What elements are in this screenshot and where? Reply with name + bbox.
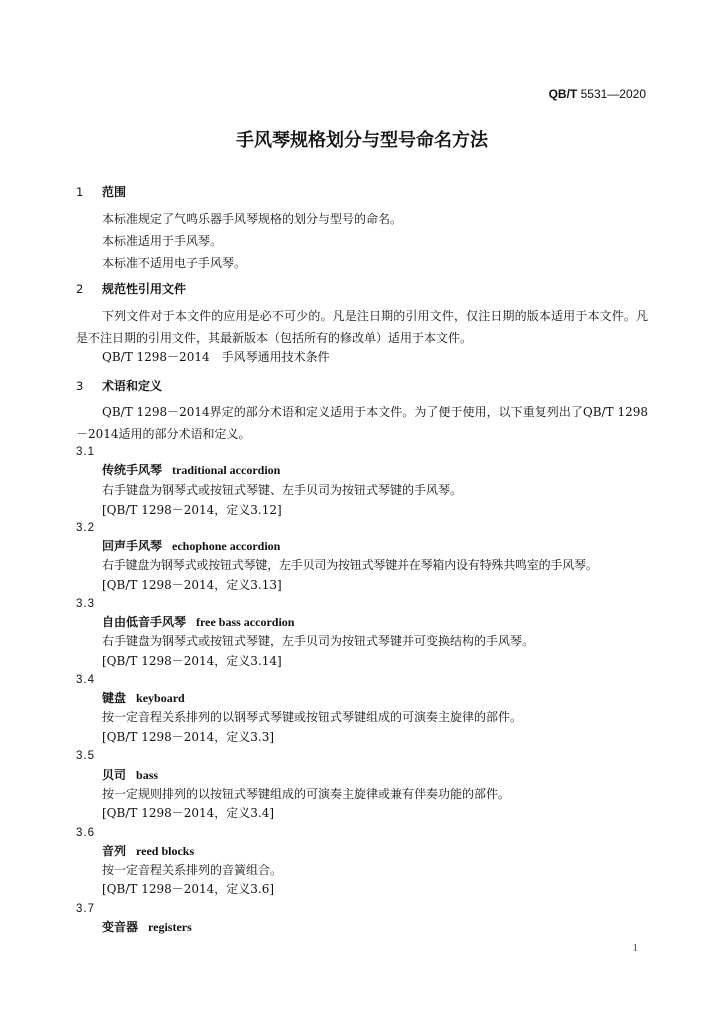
section-1-line-1: 本标准规定了气鸣乐器手风琴规格的划分与型号的命名。 (102, 212, 403, 226)
term-heading (102, 843, 194, 859)
term-definition: 右手键盘为钢琴式或按钮式琴键、左手贝司为按钮式琴键的手风琴。 (102, 483, 463, 497)
term-chinese: 自由低音手风琴 (102, 615, 187, 629)
term-english: registers (148, 920, 192, 934)
section-3-number: 3 (76, 379, 84, 393)
term-heading (102, 462, 280, 478)
term-english: traditional accordion (172, 463, 281, 477)
term-source: [QB/T 1298－2014，定义3.12] (102, 503, 282, 517)
page-number: 1 (632, 942, 638, 954)
section-3-title: 术语和定义 (102, 379, 163, 393)
standard-prefix: QB/T (548, 87, 578, 101)
section-1-number: 1 (76, 185, 84, 199)
section-3-paragraph: QB/T 1298－2014界定的部分术语和定义适用于本文件。为了便于使用，以下重复列出了QB/T 1298－2014适用的部分术语和定义。 (76, 405, 648, 441)
term-number: 3.7 (76, 903, 95, 915)
document-title: 手风琴规格划分与型号命名方法 (236, 130, 488, 151)
term-number: 3.3 (76, 598, 95, 610)
term-chinese: 传统手风琴 (102, 463, 163, 477)
term-definition: 按一定音程关系排列的以钢琴式琴键或按钮式琴键组成的可演奏主旋律的部件。 (102, 710, 523, 724)
term-english: keyboard (136, 691, 185, 705)
section-1-line-3: 本标准不适用电子手风琴。 (102, 256, 247, 270)
section-1-line-2: 本标准适用于手风琴。 (102, 234, 223, 248)
section-2-paragraph: 下列文件对于本文件的应用是必不可少的。凡是注日期的引用文件，仅注日期的版本适用于本文件。凡是不注日期的引用文件，其最新版本（包括所有的修改单）适用于本文件。 (76, 309, 648, 345)
section-2-number: 2 (76, 282, 84, 296)
term-chinese: 音列 (102, 844, 127, 858)
term-heading (102, 538, 280, 554)
term-source: [QB/T 1298－2014，定义3.14] (102, 654, 282, 668)
term-heading (102, 614, 294, 630)
term-definition: 右手键盘为钢琴式或按钮式琴键，左手贝司为按钮式琴键并在琴箱内设有特殊共鸣室的手风琴。 (102, 558, 598, 572)
section-1-title: 范围 (102, 185, 127, 199)
term-source: [QB/T 1298－2014，定义3.3] (102, 730, 275, 744)
term-heading (102, 767, 158, 783)
term-chinese: 回声手风琴 (102, 539, 163, 553)
term-number: 3.2 (76, 522, 95, 534)
term-english: free bass accordion (196, 615, 295, 629)
term-number: 3.5 (76, 750, 95, 762)
term-source: [QB/T 1298－2014，定义3.6] (102, 882, 275, 896)
term-heading (102, 919, 192, 935)
section-2-reference: QB/T 1298－2014 手风琴通用技术条件 (102, 350, 330, 364)
term-number: 3.4 (76, 674, 95, 686)
term-definition: 按一定音程关系排列的音簧组合。 (102, 863, 283, 877)
term-chinese: 键盘 (102, 691, 127, 705)
term-source: [QB/T 1298－2014，定义3.4] (102, 806, 275, 820)
term-english: echophone accordion (172, 539, 281, 553)
term-number: 3.1 (76, 446, 95, 458)
term-number: 3.6 (76, 827, 95, 839)
term-chinese: 贝司 (102, 768, 127, 782)
term-heading (102, 690, 185, 706)
term-chinese: 变音器 (102, 920, 139, 934)
section-2-title: 规范性引用文件 (102, 282, 187, 296)
standard-code (549, 86, 646, 102)
term-english: bass (136, 768, 159, 782)
term-definition: 按一定规则排列的以按钮式琴键组成的可演奏主旋律或兼有伴奏功能的部件。 (102, 787, 511, 801)
term-source: [QB/T 1298－2014，定义3.13] (102, 578, 282, 592)
standard-number: 5531—2020 (577, 87, 646, 101)
term-english: reed blocks (136, 844, 195, 858)
term-definition: 右手键盘为钢琴式或按钮式琴键，左手贝司为按钮式琴键并可变换结构的手风琴。 (102, 634, 535, 648)
